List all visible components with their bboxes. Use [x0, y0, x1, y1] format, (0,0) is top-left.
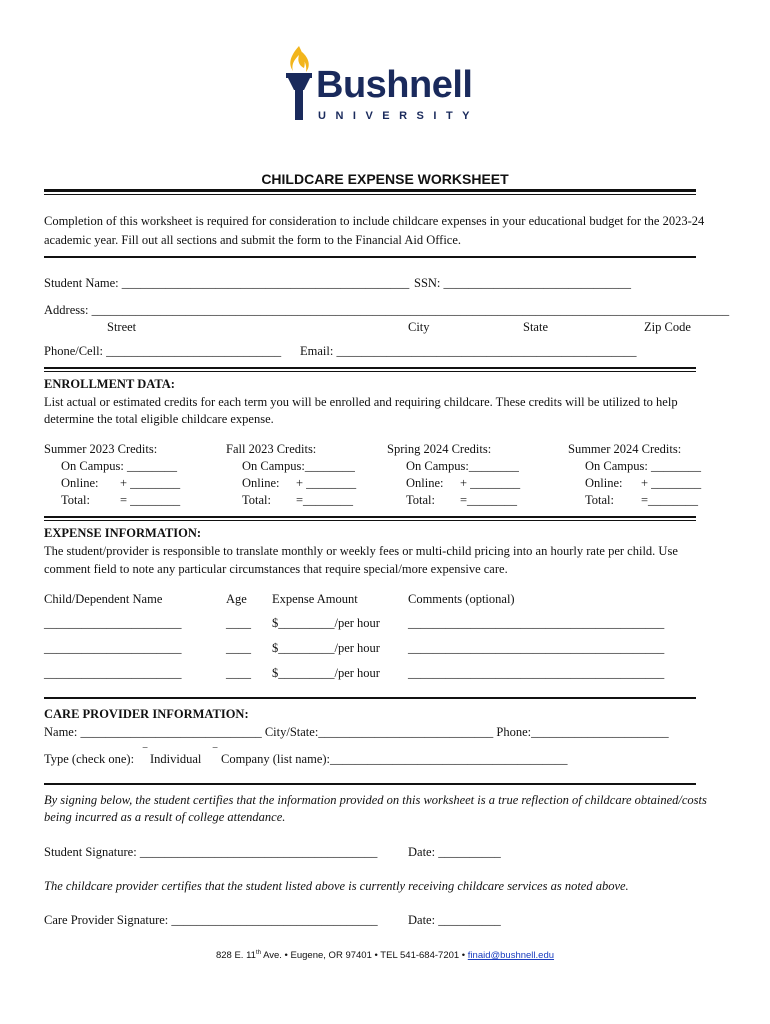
- comments-field[interactable]: _________________________________________: [408, 641, 665, 655]
- col-header-comments: Comments (optional): [408, 592, 515, 606]
- section-divider: [44, 697, 696, 699]
- section-divider: [44, 256, 696, 258]
- footer-address-post: Ave. • Eugene, OR 97401 • TEL 541-684-7201 •: [260, 950, 466, 962]
- page-title: CHILDCARE EXPENSE WORKSHEET: [261, 171, 509, 187]
- on-campus-field[interactable]: On Campus:________: [242, 459, 355, 473]
- total-label: Total:: [406, 493, 435, 507]
- student-date-field[interactable]: Date: __________: [408, 845, 501, 859]
- student-signature-field[interactable]: Student Signature: ______________________________________: [44, 845, 378, 859]
- section-divider: [44, 516, 696, 518]
- online-field[interactable]: + ________: [460, 476, 521, 490]
- ssn-field[interactable]: SSN: ______________________________: [414, 276, 632, 290]
- section-divider-thin: [44, 520, 696, 521]
- provider-certify-text: The childcare provider certifies that the student listed above is currently receiving childcare services as noted above.: [44, 879, 629, 893]
- total-field[interactable]: =________: [641, 493, 699, 507]
- provider-signature-field[interactable]: Care Provider Signature: _________________________________: [44, 913, 378, 927]
- address-zip-caption: Zip Code: [644, 320, 691, 334]
- age-field[interactable]: ____: [226, 616, 251, 630]
- online-field[interactable]: + ________: [120, 476, 181, 490]
- section-divider-thin: [44, 371, 696, 372]
- footer-address-pre: 828 E. 11: [215, 950, 256, 962]
- address-city-caption: City: [408, 320, 430, 334]
- online-label: Online:: [585, 476, 623, 490]
- section-divider: [44, 367, 696, 369]
- col-header-age: Age: [226, 592, 247, 606]
- certify-text-line2: being incurred as a result of college attendance.: [44, 810, 286, 824]
- logo-subtitle: UNIVERSITY: [318, 110, 480, 122]
- online-field[interactable]: + ________: [641, 476, 702, 490]
- provider-date-field[interactable]: Date: __________: [408, 913, 501, 927]
- comments-field[interactable]: _________________________________________: [408, 666, 665, 680]
- term-title: Summer 2024 Credits:: [568, 442, 682, 456]
- total-field[interactable]: =________: [296, 493, 354, 507]
- total-label: Total:: [585, 493, 614, 507]
- option-individual-label: Individual: [150, 752, 202, 766]
- checkbox-company[interactable]: ‾: [213, 746, 218, 760]
- term-title: Spring 2024 Credits:: [387, 442, 492, 456]
- provider-type-label: Type (check one):: [44, 752, 135, 766]
- col-header-amount: Expense Amount: [272, 592, 358, 606]
- on-campus-field[interactable]: On Campus: ________: [585, 459, 701, 473]
- torch-icon: [282, 44, 316, 124]
- term-title: Fall 2023 Credits:: [226, 442, 317, 456]
- email-field[interactable]: Email: ________________________________________________: [300, 344, 637, 358]
- address-field[interactable]: Address: ______________________________________________________________________________________________________: [44, 303, 730, 317]
- enrollment-heading: ENROLLMENT DATA:: [44, 377, 175, 391]
- enrollment-desc-line1: List actual or estimated credits for each term you will be enrolled and requiring childcare. These credits will be utilized to help: [44, 395, 678, 409]
- title-rule-thin: [44, 194, 696, 195]
- footer-contact: [0, 950, 770, 961]
- logo-wordmark: Bushnell: [316, 64, 473, 106]
- total-label: Total:: [242, 493, 271, 507]
- phone-field[interactable]: Phone/Cell: ____________________________: [44, 344, 282, 358]
- on-campus-field[interactable]: On Campus: ________: [61, 459, 177, 473]
- online-field[interactable]: + ________: [296, 476, 357, 490]
- student-name-field[interactable]: Student Name: ______________________________________________: [44, 276, 410, 290]
- footer-address-sup: th: [255, 950, 261, 956]
- term-title: Summer 2023 Credits:: [44, 442, 158, 456]
- footer-email-link[interactable]: finaid@bushnell.edu: [467, 950, 555, 962]
- intro-text-line2: academic year. Fill out all sections and submit the form to the Financial Aid Office.: [44, 233, 462, 247]
- amount-field[interactable]: $_________/per hour: [272, 616, 380, 630]
- age-field[interactable]: ____: [226, 666, 251, 680]
- expense-heading: EXPENSE INFORMATION:: [44, 526, 202, 540]
- provider-info-fields[interactable]: Name: _____________________________ City/State:____________________________ Phone:______________________: [44, 725, 669, 739]
- child-name-field[interactable]: ______________________: [44, 641, 182, 655]
- comments-field[interactable]: _________________________________________: [408, 616, 665, 630]
- total-label: Total:: [61, 493, 90, 507]
- address-street-caption: Street: [107, 320, 137, 334]
- logo: [280, 44, 495, 130]
- child-name-field[interactable]: ______________________: [44, 666, 182, 680]
- intro-text-line1: Completion of this worksheet is required for consideration to include childcare expenses in your educational budget for the 2023-24: [44, 214, 705, 228]
- col-header-name: Child/Dependent Name: [44, 592, 163, 606]
- address-state-caption: State: [523, 320, 548, 334]
- online-label: Online:: [406, 476, 444, 490]
- total-field[interactable]: = ________: [120, 493, 181, 507]
- amount-field[interactable]: $_________/per hour: [272, 641, 380, 655]
- expense-desc-line1: The student/provider is responsible to translate monthly or weekly fees or multi-child pricing into an hourly rate per child. Use: [44, 544, 678, 558]
- expense-desc-line2: comment field to note any particular circumstances that require special/more expensive care.: [44, 562, 508, 576]
- certify-text-line1: By signing below, the student certifies that the information provided on this worksheet is a true reflection of childcare obtained/costs: [44, 793, 707, 807]
- online-label: Online:: [242, 476, 280, 490]
- checkbox-individual[interactable]: ‾: [143, 746, 148, 760]
- total-field[interactable]: =________: [460, 493, 518, 507]
- option-company-field[interactable]: Company (list name):______________________________________: [221, 752, 568, 766]
- on-campus-field[interactable]: On Campus:________: [406, 459, 519, 473]
- amount-field[interactable]: $_________/per hour: [272, 666, 380, 680]
- provider-heading: CARE PROVIDER INFORMATION:: [44, 707, 249, 721]
- child-name-field[interactable]: ______________________: [44, 616, 182, 630]
- section-divider: [44, 783, 696, 785]
- enrollment-desc-line2: determine the total eligible childcare expense.: [44, 412, 274, 426]
- age-field[interactable]: ____: [226, 641, 251, 655]
- title-rule-thick: [44, 189, 696, 192]
- online-label: Online:: [61, 476, 99, 490]
